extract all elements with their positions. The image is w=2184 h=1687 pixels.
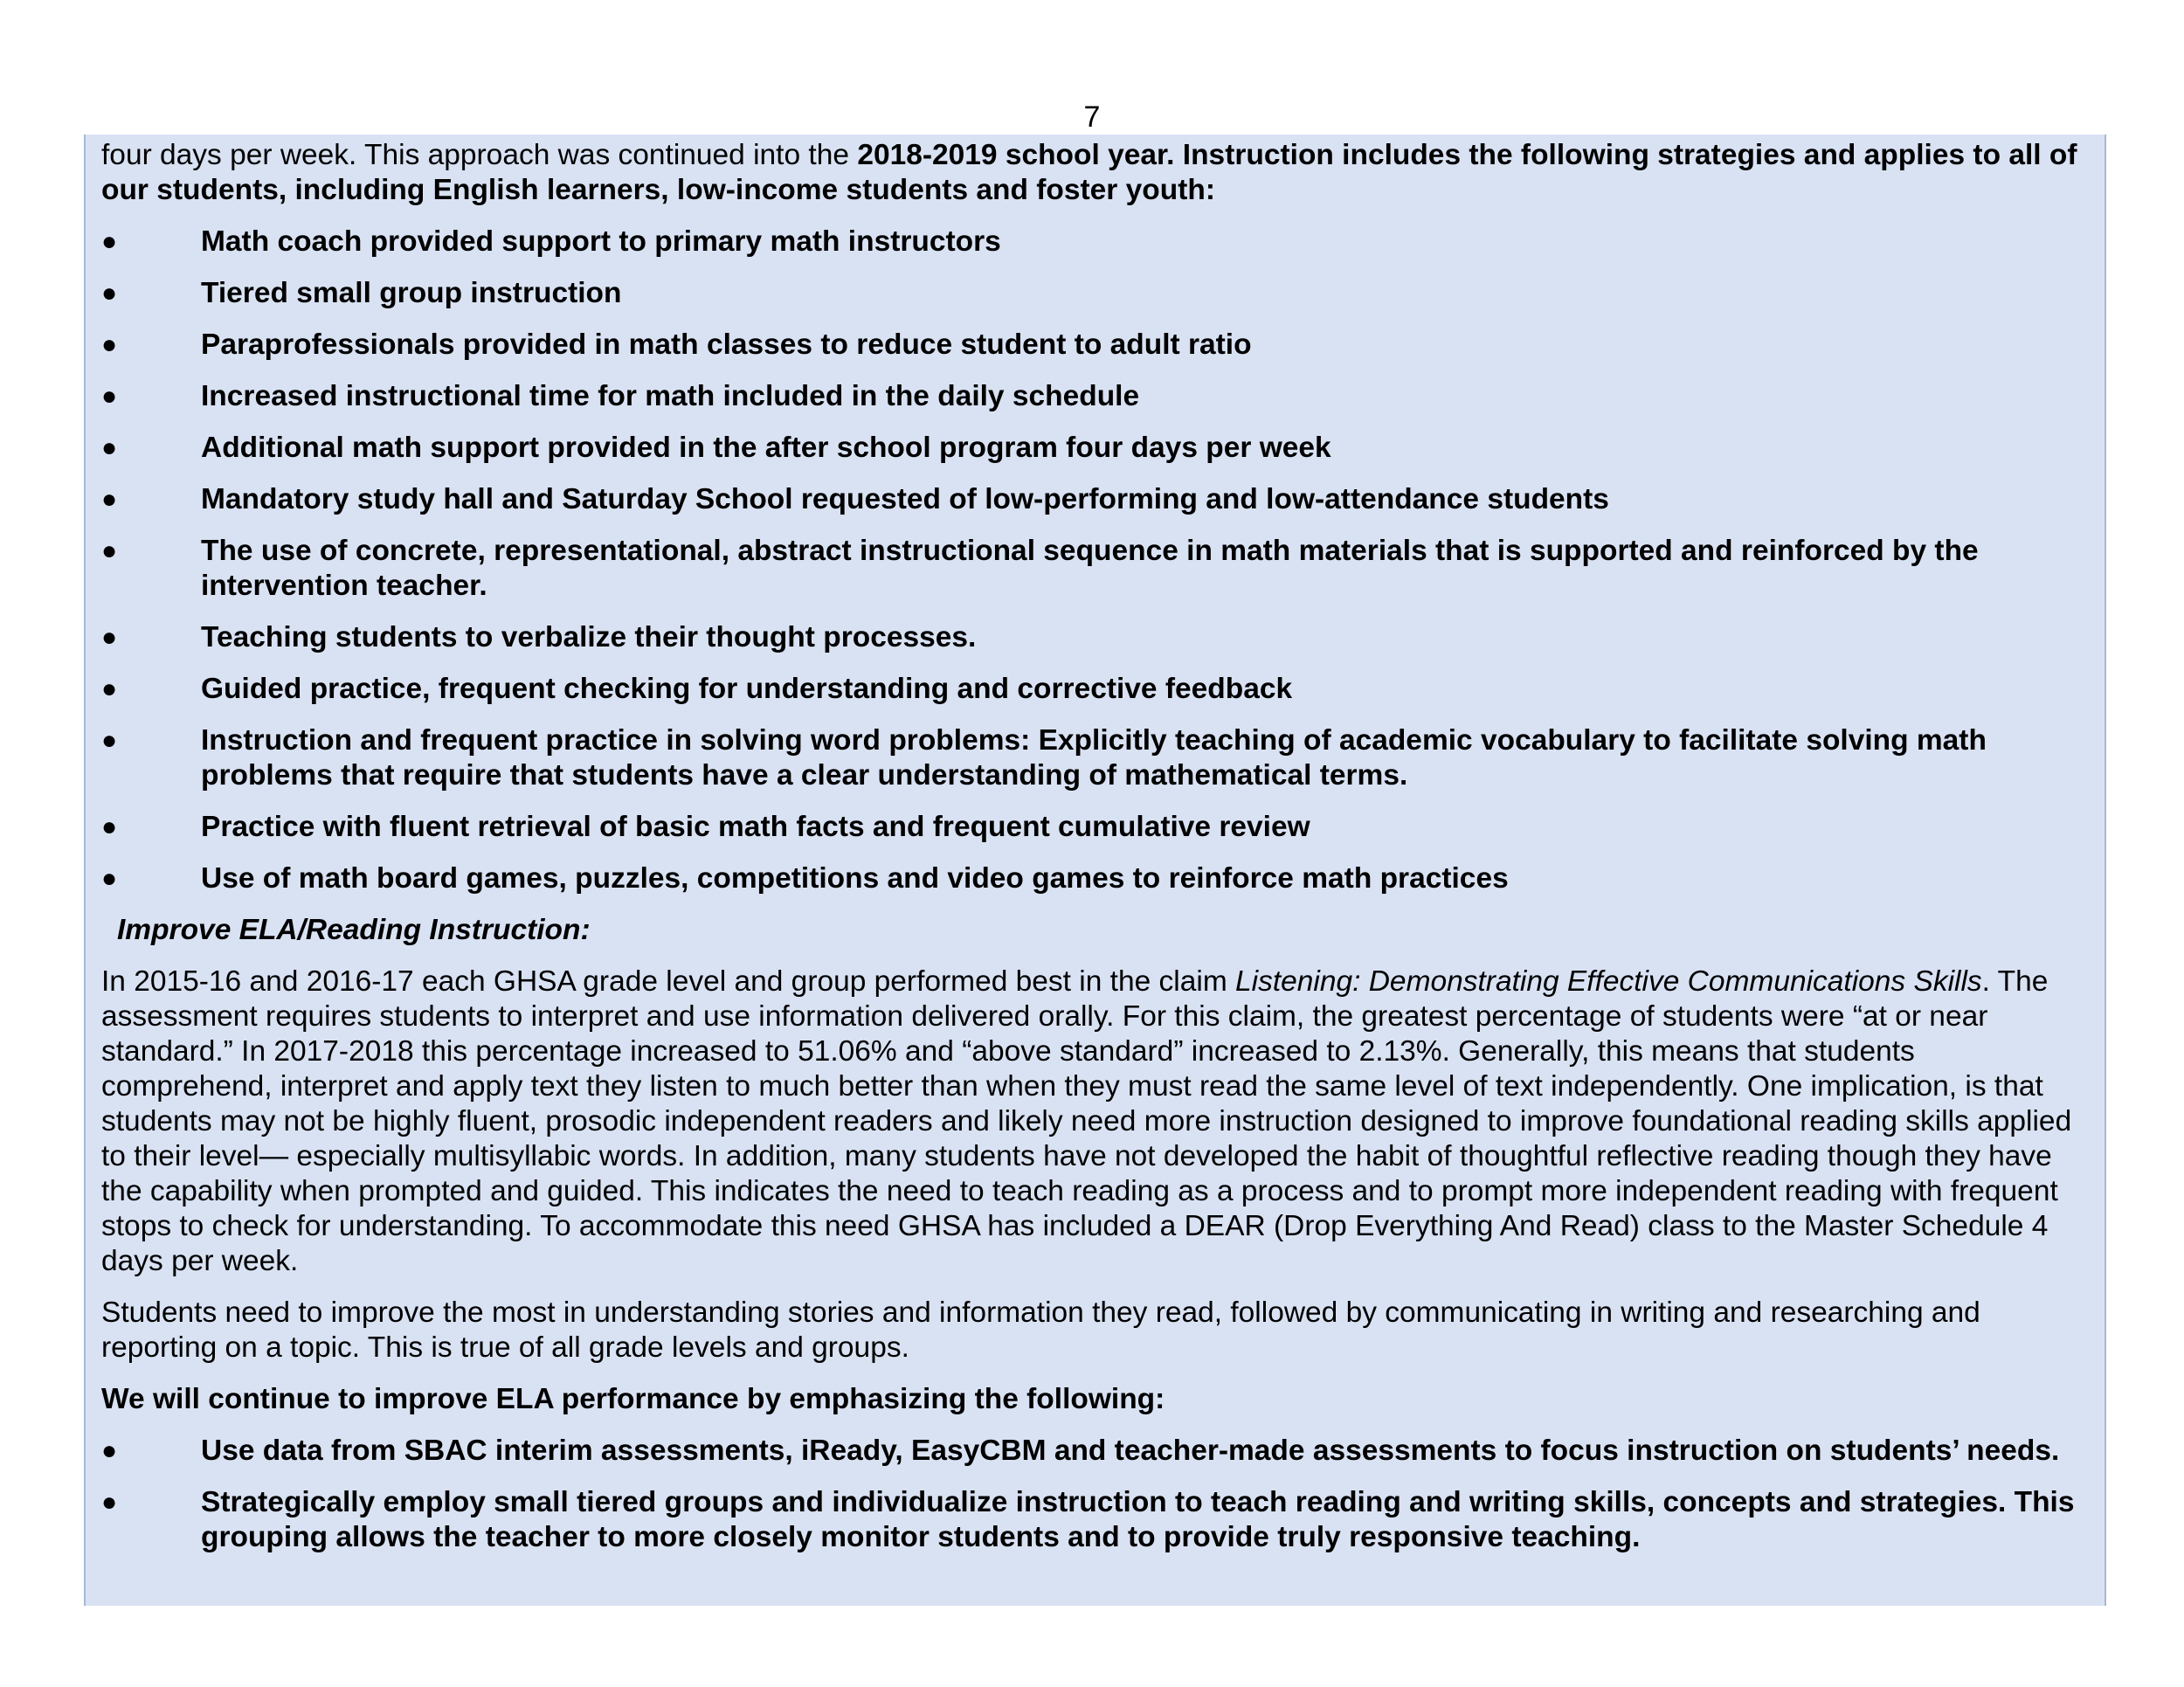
ela-section-heading: Improve ELA/Reading Instruction: (117, 914, 591, 946)
list-item-text: Guided practice, frequent checking for understanding and corrective feedback (201, 673, 1293, 705)
list-item-text: Increased instructional time for math included in the daily schedule (201, 380, 1140, 412)
list-item (101, 723, 2091, 793)
list-item (101, 620, 2091, 655)
content-panel (84, 135, 2106, 1606)
bullet-icon: ● (101, 623, 118, 652)
bullet-icon: ● (101, 536, 118, 565)
ela-strategies-list (101, 1434, 2091, 1555)
bullet-icon: ● (101, 812, 118, 841)
list-item-text: Paraprofessionals provided in math classes to reduce student to adult ratio (201, 328, 1252, 361)
bullet-icon: ● (101, 330, 118, 359)
list-item-text: Strategically employ small tiered groups and individualize instruction to teach reading and writing skills, concepts and strategies. This grouping allows the teacher to more closely monitor students and to provide truly responsive teaching. (201, 1486, 2075, 1553)
list-item-text: The use of concrete, representational, abstract instructional sequence in math materials that is supported and reinforced by the intervention teacher. (201, 535, 1979, 602)
intro-bold-text: 2018-2019 school year. Instruction includes the following strategies and applies to all of our students, including English learners, low-income students and foster youth: (101, 139, 2077, 206)
list-item-text: Math coach provided support to primary math instructors (201, 225, 1001, 258)
list-item (101, 276, 2091, 311)
list-item (101, 1485, 2091, 1555)
list-item-text: Additional math support provided in the after school program four days per week (201, 432, 1331, 464)
list-item-text: Mandatory study hall and Saturday School requested of low-performing and low-attendance students (201, 483, 1609, 515)
bullet-icon: ● (101, 1488, 118, 1517)
ela-paragraph-1 (101, 964, 2091, 1279)
ela-paragraph-1-text: In 2015-16 and 2016-17 each GHSA grade level and group performed best in the claim (101, 965, 1236, 998)
list-item-text: Use data from SBAC interim assessments, iReady, EasyCBM and teacher-made assessments to focus instruction on students’ needs. (201, 1435, 2060, 1467)
list-item (101, 225, 2091, 259)
list-item (101, 482, 2091, 517)
list-item-text: Use of math board games, puzzles, competitions and video games to reinforce math practices (201, 862, 1509, 895)
bullet-icon: ● (101, 382, 118, 411)
bullet-icon: ● (101, 433, 118, 462)
list-item (101, 328, 2091, 363)
bullet-icon: ● (101, 485, 118, 514)
ela-paragraph-1-continuation: . The assessment requires students to interpret and use information delivered orally. For this claim, the greatest percentage of students were “at or near standard.” In 2017-2018 this percentage increased to 51.06% and “above standard” increased to 2.13%. Generally, this means that students comprehend, interpret and apply text they listen to much better than when they must read the same level of text independently. One implication, is that students may not be highly fluent, prosodic independent readers and likely need more instruction designed to improve foundational reading skills applied to their level— especially multisyllabic words. In addition, many students have not developed the habit of thoughtful reflective reading though they have the capability when prompted and guided. This indicates the need to teach reading as a process and to prompt more independent reading with frequent stops to check for understanding. To accommodate this need GHSA has included a DEAR (Drop Everything And Read) class to the Master Schedule 4 days per week. (101, 965, 2072, 1277)
ela-claim-title: Listening: Demonstrating Effective Communications Skills (1235, 965, 1982, 998)
bullet-icon: ● (101, 1436, 118, 1465)
bullet-icon: ● (101, 227, 118, 256)
list-item (101, 431, 2091, 466)
bullet-icon: ● (101, 279, 118, 308)
list-item (101, 672, 2091, 707)
ela-paragraph-2: Students need to improve the most in understanding stories and information they read, followed by communicating in writing and researching and reporting on a topic. This is true of all grade levels and groups. (101, 1296, 1980, 1364)
math-strategies-list (101, 225, 2091, 896)
ela-emphasis-intro: We will continue to improve ELA performance by emphasizing the following: (101, 1383, 1165, 1415)
list-item (101, 1434, 2091, 1469)
list-item-text: Instruction and frequent practice in solving word problems: Explicitly teaching of academic vocabulary to facilitate solving math problems that require that students have a clear understanding of mathematical terms. (201, 724, 1987, 792)
list-item-text: Practice with fluent retrieval of basic math facts and frequent cumulative review (201, 811, 1310, 843)
bullet-icon: ● (101, 674, 118, 703)
list-item (101, 861, 2091, 896)
list-item-text: Teaching students to verbalize their thought processes. (201, 621, 977, 653)
bullet-icon: ● (101, 864, 118, 893)
list-item (101, 810, 2091, 845)
list-item (101, 379, 2091, 414)
page-number: 7 (1083, 100, 1101, 134)
intro-normal-text: four days per week. This approach was continued into the (101, 139, 858, 171)
bullet-icon: ● (101, 726, 118, 755)
list-item (101, 534, 2091, 604)
intro-paragraph (101, 138, 2091, 208)
list-item-text: Tiered small group instruction (201, 277, 622, 309)
